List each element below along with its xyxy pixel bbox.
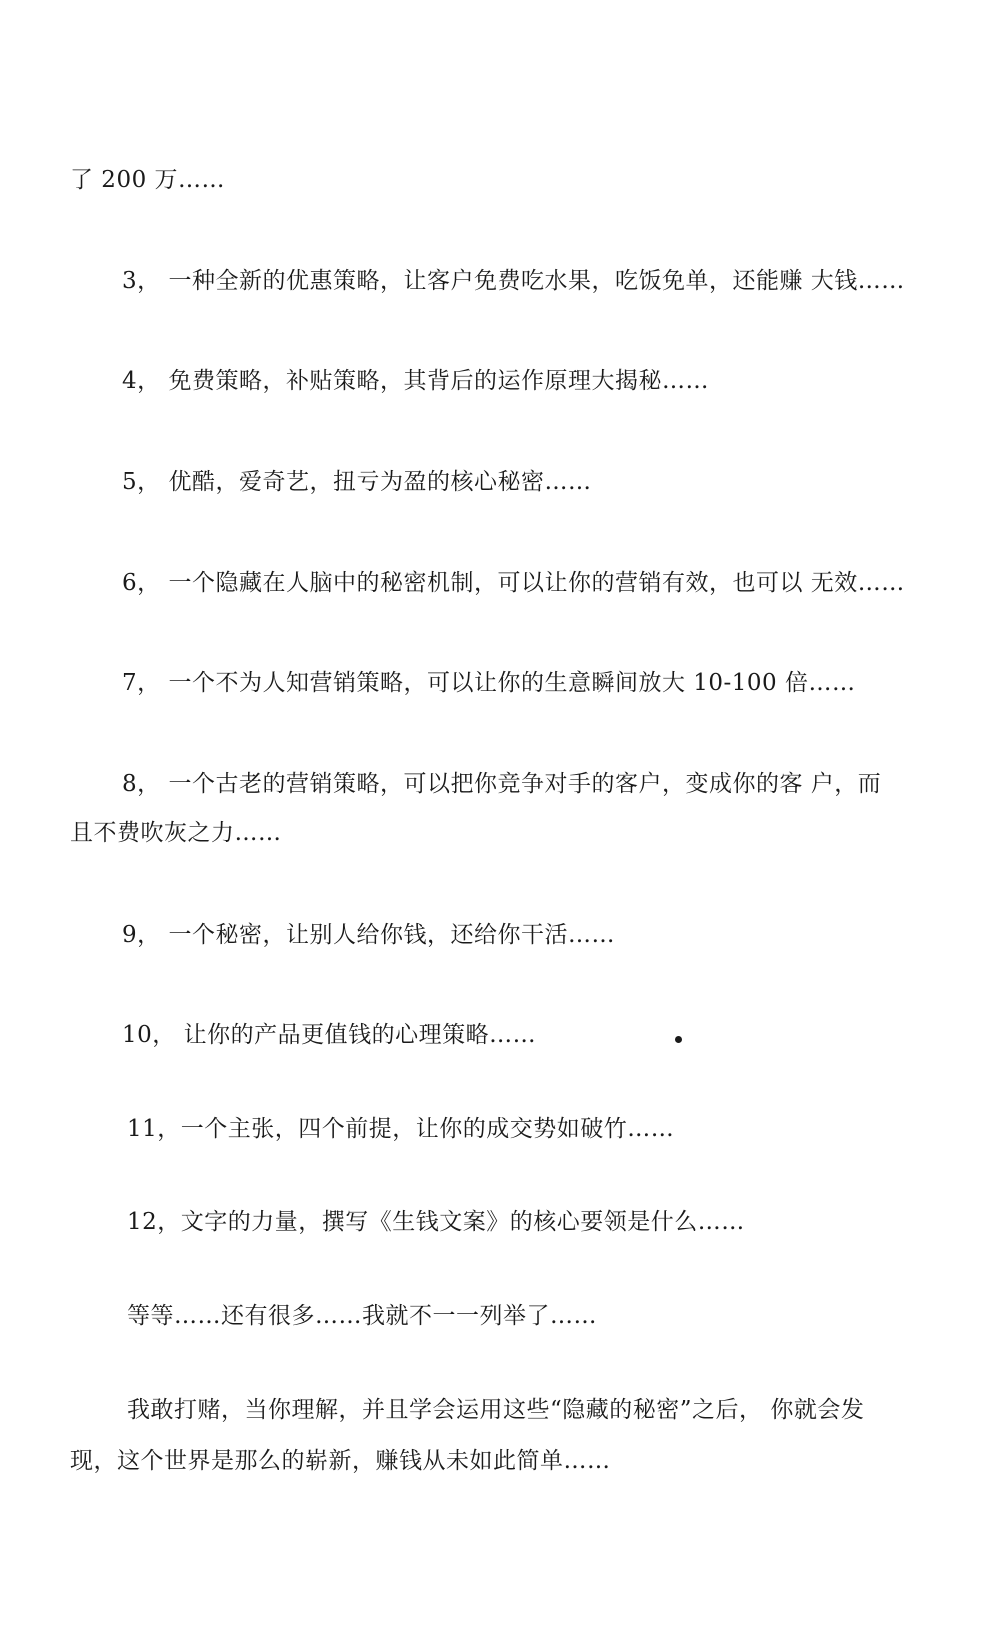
list-item-8: 8， 一个古老的营销策略，可以把你竞争对手的客户，变成你的客 户，而: [122, 771, 882, 797]
text-line-1: 了 200 万……: [70, 167, 226, 193]
list-item-10: 10， 让你的产品更值钱的心理策略……: [122, 1022, 537, 1048]
text-etc: 等等……还有很多……我就不一一列举了……: [127, 1303, 597, 1329]
list-item-3: 3， 一种全新的优惠策略，让客户免费吃水果，吃饭免单，还能赚 大钱……: [122, 268, 905, 294]
list-item-11: 11，一个主张，四个前提，让你的成交势如破竹……: [127, 1116, 675, 1142]
bullet-dot: [675, 1036, 682, 1043]
list-item-5: 5， 优酷，爱奇艺，扭亏为盈的核心秘密……: [122, 469, 592, 495]
list-item-12: 12，文字的力量，撰写《生钱文案》的核心要领是什么……: [127, 1209, 745, 1235]
paragraph-line-2: 现，这个世界是那么的崭新，赚钱从未如此简单……: [70, 1448, 611, 1474]
list-item-9: 9， 一个秘密，让别人给你钱，还给你干活……: [122, 922, 615, 948]
paragraph-line-1: 我敢打赌，当你理解，并且学会运用这些“隐藏的秘密”之后， 你就会发: [127, 1397, 865, 1423]
list-item-6: 6， 一个隐藏在人脑中的秘密机制，可以让你的营销有效，也可以 无效……: [122, 570, 905, 596]
list-item-8-continued: 且不费吹灰之力……: [70, 820, 282, 846]
list-item-4: 4， 免费策略，补贴策略，其背后的运作原理大揭秘……: [122, 368, 709, 394]
list-item-7: 7， 一个不为人知营销策略，可以让你的生意瞬间放大 10-100 倍……: [122, 670, 856, 696]
